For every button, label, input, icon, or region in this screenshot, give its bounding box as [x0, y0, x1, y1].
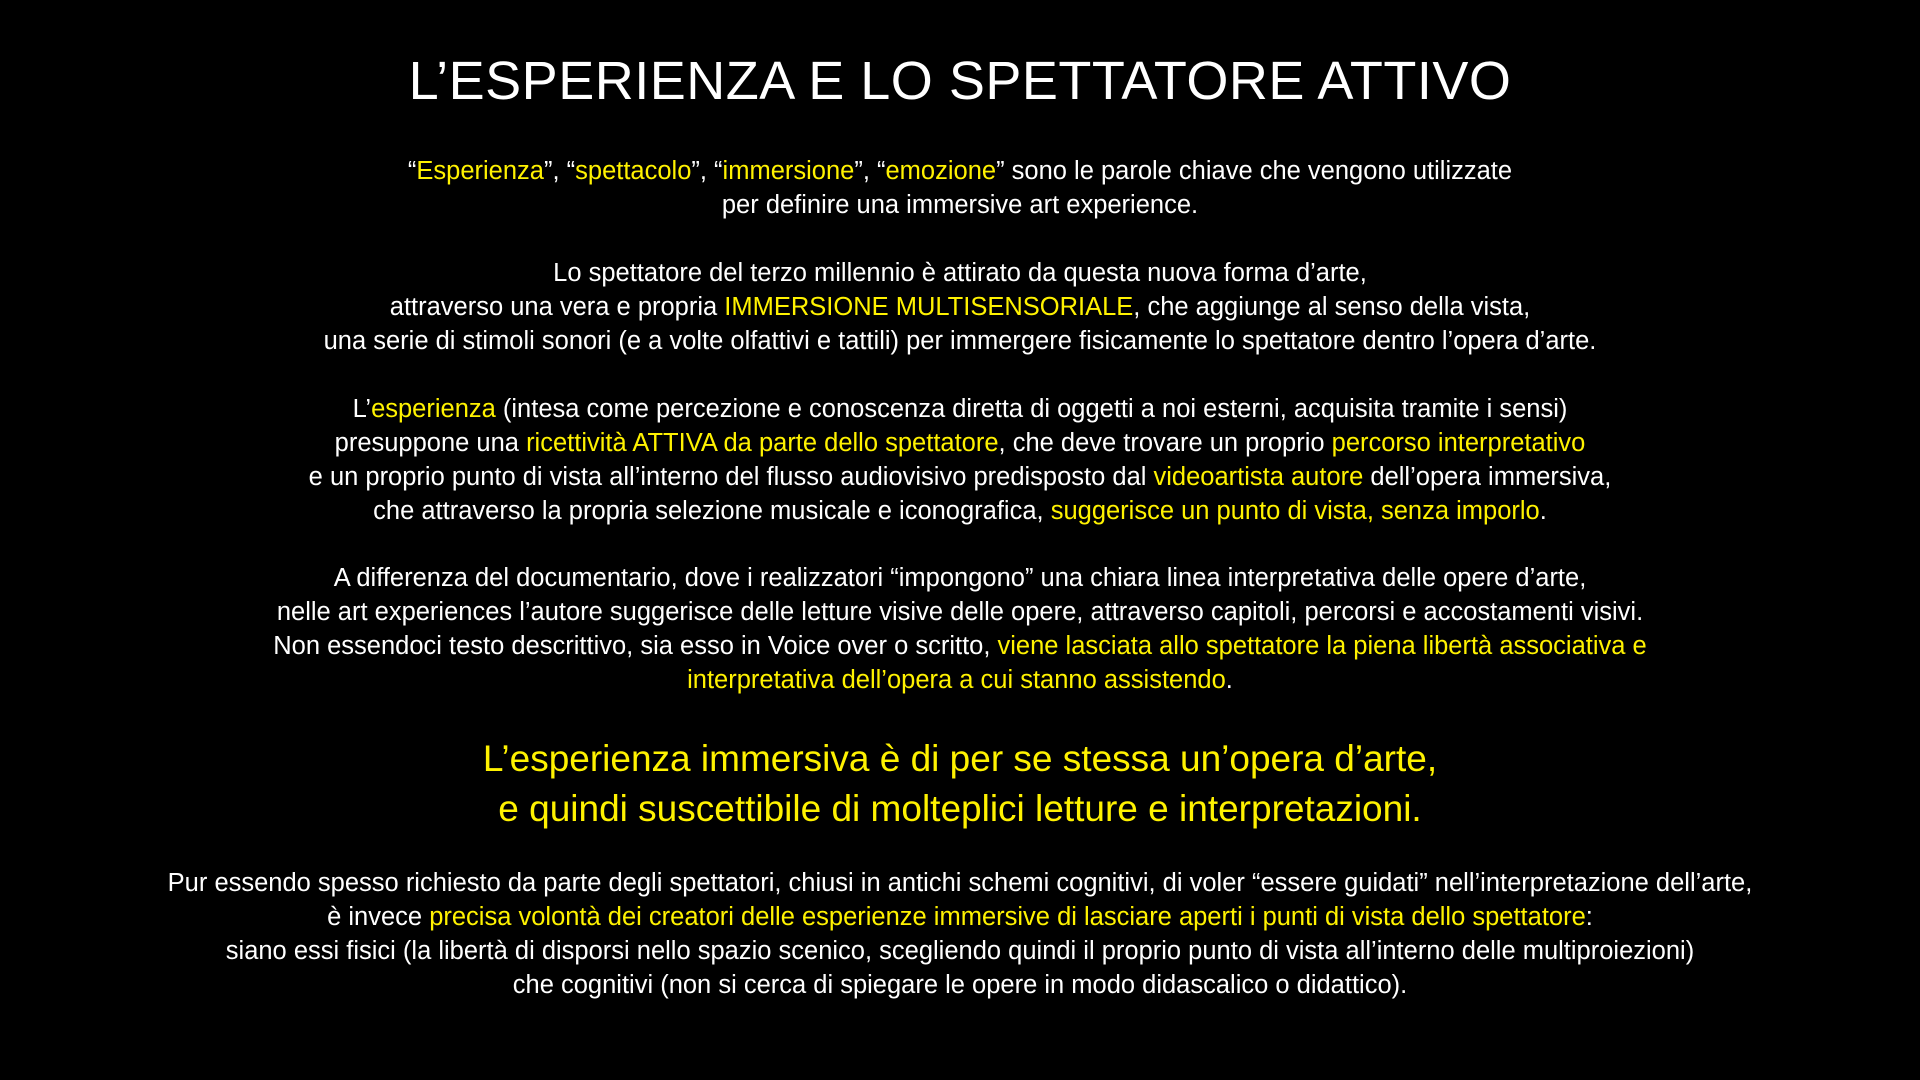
- text-run: (intesa come percezione e conoscenza diretta di oggetti a noi esterni, acquisita tramite i sensi): [495, 395, 1568, 423]
- text-line: [0, 256, 1920, 290]
- highlighted-text: Esperienza: [416, 157, 544, 185]
- paragraph-spectator: [0, 256, 1920, 358]
- text-line: [0, 866, 1920, 900]
- highlighted-text: immersione: [722, 157, 855, 185]
- text-line: [0, 663, 1920, 697]
- highlighted-text: videoartista autore: [1153, 463, 1364, 491]
- paragraph-documentary: [0, 561, 1920, 697]
- text-run: e un proprio punto di vista all’interno del flusso audiovisivo predisposto dal: [308, 463, 1154, 491]
- text-run: nelle art experiences l’autore suggerisce delle letture visive delle opere, attraverso capitoli, percorsi e accostamenti visivi.: [276, 598, 1644, 626]
- text-run: A differenza del documentario, dove i realizzatori “impongono” una chiara linea interpretativa delle opere d’arte,: [333, 564, 1587, 592]
- highlighted-text: suggerisce un punto di vista, senza imporlo: [1050, 497, 1540, 525]
- text-run: L’: [352, 395, 372, 423]
- text-run: dell’opera immersiva,: [1363, 463, 1612, 491]
- text-line: [0, 154, 1920, 188]
- text-run: , che aggiunge al senso della vista,: [1133, 293, 1531, 321]
- highlighted-text: viene lasciata allo spettatore la piena libertà associativa e: [997, 632, 1647, 660]
- text-run: che attraverso la propria selezione musicale e iconografica,: [373, 497, 1051, 525]
- text-run: per definire una immersive art experience.: [721, 191, 1199, 219]
- highlighted-text: ricettività ATTIVA da parte dello spettatore: [526, 429, 999, 457]
- paragraph-experience: [0, 392, 1920, 528]
- text-line: [0, 968, 1920, 1002]
- text-line: [0, 460, 1920, 494]
- text-line: [0, 629, 1920, 663]
- text-run: .: [1539, 497, 1547, 525]
- text-run: :: [1585, 903, 1593, 931]
- highlighted-text: spettacolo: [575, 157, 692, 185]
- text-line: [0, 595, 1920, 629]
- highlighted-text: esperienza: [371, 395, 496, 423]
- text-run: che cognitivi (non si cerca di spiegare le opere in modo didascalico o didattico).: [512, 971, 1408, 999]
- text-run: Non essendoci testo descrittivo, sia esso in Voice over o scritto,: [273, 632, 998, 660]
- highlighted-text: IMMERSIONE MULTISENSORIALE: [724, 293, 1134, 321]
- quote-line: e quindi suscettibile di molteplici letture e interpretazioni.: [498, 788, 1422, 829]
- text-run: una serie di stimoli sonori (e a volte olfattivi e tattili) per immergere fisicamente lo spettatore dentro l’opera d’arte.: [323, 327, 1597, 355]
- text-run: “: [407, 157, 417, 185]
- text-run: ” sono le parole chiave che vengono utilizzate: [996, 157, 1513, 185]
- highlighted-text: emozione: [885, 157, 997, 185]
- slide-title: L’ESPERIENZA E LO SPETTATORE ATTIVO: [408, 51, 1512, 111]
- text-run: presuppone una: [334, 429, 527, 457]
- highlighted-text: interpretativa dell’opera a cui stanno assistendo: [687, 666, 1226, 694]
- text-line: [0, 561, 1920, 595]
- text-line: [0, 188, 1920, 222]
- paragraph-keywords: [0, 154, 1920, 222]
- quote-line: L’esperienza immersiva è di per se stessa un’opera d’arte,: [482, 738, 1438, 779]
- text-run: , che deve trovare un proprio: [998, 429, 1332, 457]
- text-line: [0, 290, 1920, 324]
- text-run: attraverso una vera e propria: [389, 293, 725, 321]
- text-line: [0, 934, 1920, 968]
- text-run: Lo spettatore del terzo millennio è attirato da questa nuova forma d’arte,: [553, 259, 1367, 287]
- text-line: [0, 324, 1920, 358]
- text-line: [0, 494, 1920, 528]
- highlight-quote: [0, 734, 1920, 834]
- text-line: [0, 426, 1920, 460]
- highlighted-text: percorso interpretativo: [1331, 429, 1586, 457]
- text-run: siano essi fisici (la libertà di disporsi nello spazio scenico, scegliendo quindi il proprio punto di vista all’interno delle multiproiezioni): [225, 937, 1695, 965]
- text-line: [0, 900, 1920, 934]
- highlighted-text: precisa volontà dei creatori delle esperienze immersive di lasciare aperti i punti di vista dello spettatore: [429, 903, 1586, 931]
- text-run: ”, “: [854, 157, 886, 185]
- text-run: Pur essendo spesso richiesto da parte degli spettatori, chiusi in antichi schemi cognitivi, di voler “essere guidati” nell’interpretazione dell’arte,: [167, 869, 1753, 897]
- text-run: è invece: [327, 903, 430, 931]
- text-run: .: [1225, 666, 1233, 694]
- text-line: [0, 392, 1920, 426]
- text-run: ”, “: [691, 157, 723, 185]
- text-run: ”, “: [543, 157, 576, 185]
- paragraph-closing: [0, 866, 1920, 1002]
